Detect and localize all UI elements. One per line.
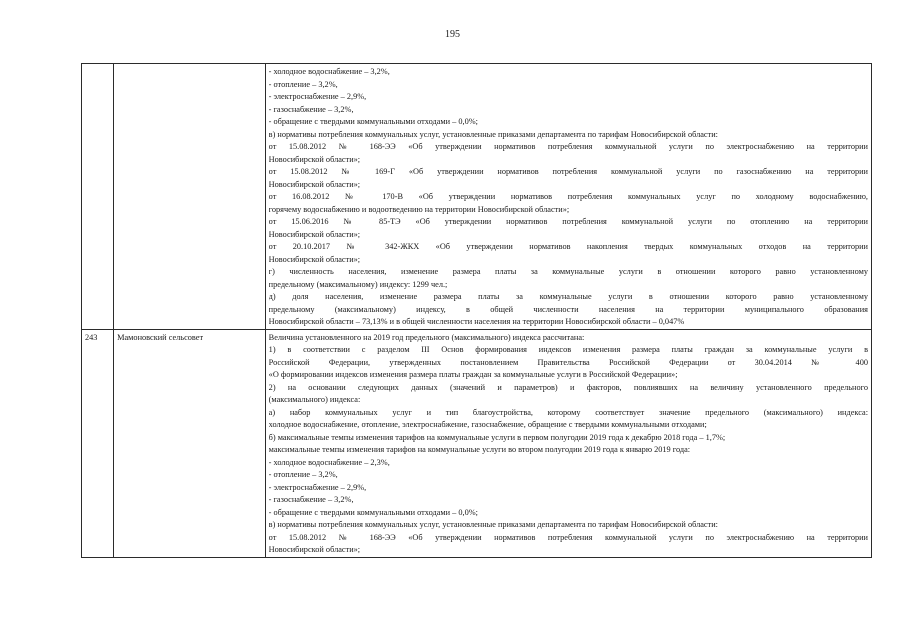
text-line: от 16.08.2012 № 170-В «Об утверждении нормативов потребления коммунальных услуг по холодному водоснабжению, xyxy=(268,192,868,201)
text-line: 1) в соответствии с разделом III Основ формирования индексов изменения размера платы граждан за коммунальные услуги в xyxy=(268,345,868,354)
text-line: Новосибирской области»; xyxy=(268,254,361,264)
page-number: 195 xyxy=(445,29,460,40)
municipality-name-cell: Мамоновский сельсовет xyxy=(114,329,266,557)
table-row xyxy=(82,64,872,330)
text-line: (максимального) индекса: xyxy=(268,395,361,404)
text-line: от 15.08.2012 № 169-Г «Об утверждении нормативов потребления коммунальной услуги по газоснабжению на территории xyxy=(268,167,868,176)
row-number-cell xyxy=(82,64,114,330)
text-line: - холодное водоснабжение – 3,2%, xyxy=(268,67,390,76)
text-line: - электроснабжение – 2,9%, xyxy=(268,92,367,101)
text-line: Новосибирской области»; xyxy=(268,154,361,164)
text-line: Величина установленного на 2019 год предельного (максимального) индекса рассчитана: xyxy=(268,332,585,342)
text-line: - газоснабжение – 3,2%, xyxy=(268,495,354,504)
text-line: горячему водоснабжению и водоотведению на территории Новосибирской области»; xyxy=(268,204,570,214)
text-line: д) доля населения, изменение размера платы за коммунальные услуги в отношении которого равно установленному xyxy=(268,292,868,301)
text-line: холодное водоснабжение, отопление, электроснабжение, газоснабжение, обращение с твердыми коммунальными отходами; xyxy=(268,420,707,429)
text-line: максимальные темпы изменения тарифов на коммунальные услуги во втором полугодии 2019 года к январю 2019 года: xyxy=(268,445,691,454)
text-line: Новосибирской области»; xyxy=(268,179,361,189)
calculation-text-cell xyxy=(265,64,871,330)
text-line: от 15.08.2012 № 168-ЭЭ «Об утверждении нормативов потребления коммунальной услуги по электроснабжению на территории xyxy=(268,142,868,151)
text-line: 2) на основании следующих данных (значений и параметров) и факторов, повлиявших на величину установленного предельного xyxy=(268,382,868,392)
text-line: а) набор коммунальных услуг и тип благоустройства, которому соответствует значение предельного (максимального) индекса: xyxy=(268,407,868,417)
text-line: в) нормативы потребления коммунальных услуг, установленные приказами департамента по тарифам Новосибирской области: xyxy=(268,129,718,139)
text-line: - электроснабжение – 2,9%, xyxy=(268,482,367,492)
text-line: - холодное водоснабжение – 2,3%, xyxy=(268,457,390,467)
text-line: Российской Федерации, утвержденных постановлением Правительства Российской Федерации от 30.04.2014 № 400 xyxy=(268,357,868,367)
text-line: предельному (максимальному) индексу: 1299 чел.; xyxy=(268,279,448,289)
text-line: - обращение с твердыми коммунальными отходами – 0,0%; xyxy=(268,507,478,517)
index-table xyxy=(81,63,872,558)
municipality-name-cell xyxy=(114,64,266,330)
text-line: «О формировании индексов изменения размера платы граждан за коммунальные услуги в Российской Федерации»; xyxy=(268,370,678,379)
text-line: г) численность населения, изменение размера платы за коммунальные услуги в отношении которого равно установленному xyxy=(268,267,868,276)
text-line: - обращение с твердыми коммунальными отходами – 0,0%; xyxy=(268,117,478,126)
text-line: предельному (максимальному) индексу, в общей численности населения на территории муниципального образования xyxy=(268,304,868,314)
text-line: б) максимальные темпы изменения тарифов на коммунальные услуги в первом полугодии 2019 года к декабрю 2018 года – 1,7%; xyxy=(268,432,726,442)
text-line: в) нормативы потребления коммунальных услуг, установленные приказами департамента по тарифам Новосибирской области: xyxy=(268,520,718,529)
text-line: - отопление – 3,2%, xyxy=(268,470,338,479)
table-body xyxy=(82,64,872,558)
table-row xyxy=(82,329,872,557)
calculation-text-cell xyxy=(265,329,871,557)
row-number-cell: 243 xyxy=(82,329,114,557)
text-line: - газоснабжение – 3,2%, xyxy=(268,104,354,114)
text-line: от 15.06.2016 № 85-ТЭ «Об утверждении нормативов потребления коммунальной услуги по отоплению на территории xyxy=(268,217,868,226)
text-line: Новосибирской области – 73,13% и в общей численности населения на территории Новосибирской области – 0,047% xyxy=(268,317,685,326)
text-line: - отопление – 3,2%, xyxy=(268,79,338,89)
text-line: Новосибирской области»; xyxy=(268,229,361,239)
text-line: от 20.10.2017 № 342-ЖКХ «Об утверждении нормативов накопления твердых коммунальных отходов на территории xyxy=(268,242,868,251)
text-line: от 15.08.2012 № 168-ЭЭ «Об утверждении нормативов потребления коммунальной услуги по электроснабжению на территории xyxy=(268,532,868,542)
text-line: Новосибирской области»; xyxy=(268,545,361,554)
